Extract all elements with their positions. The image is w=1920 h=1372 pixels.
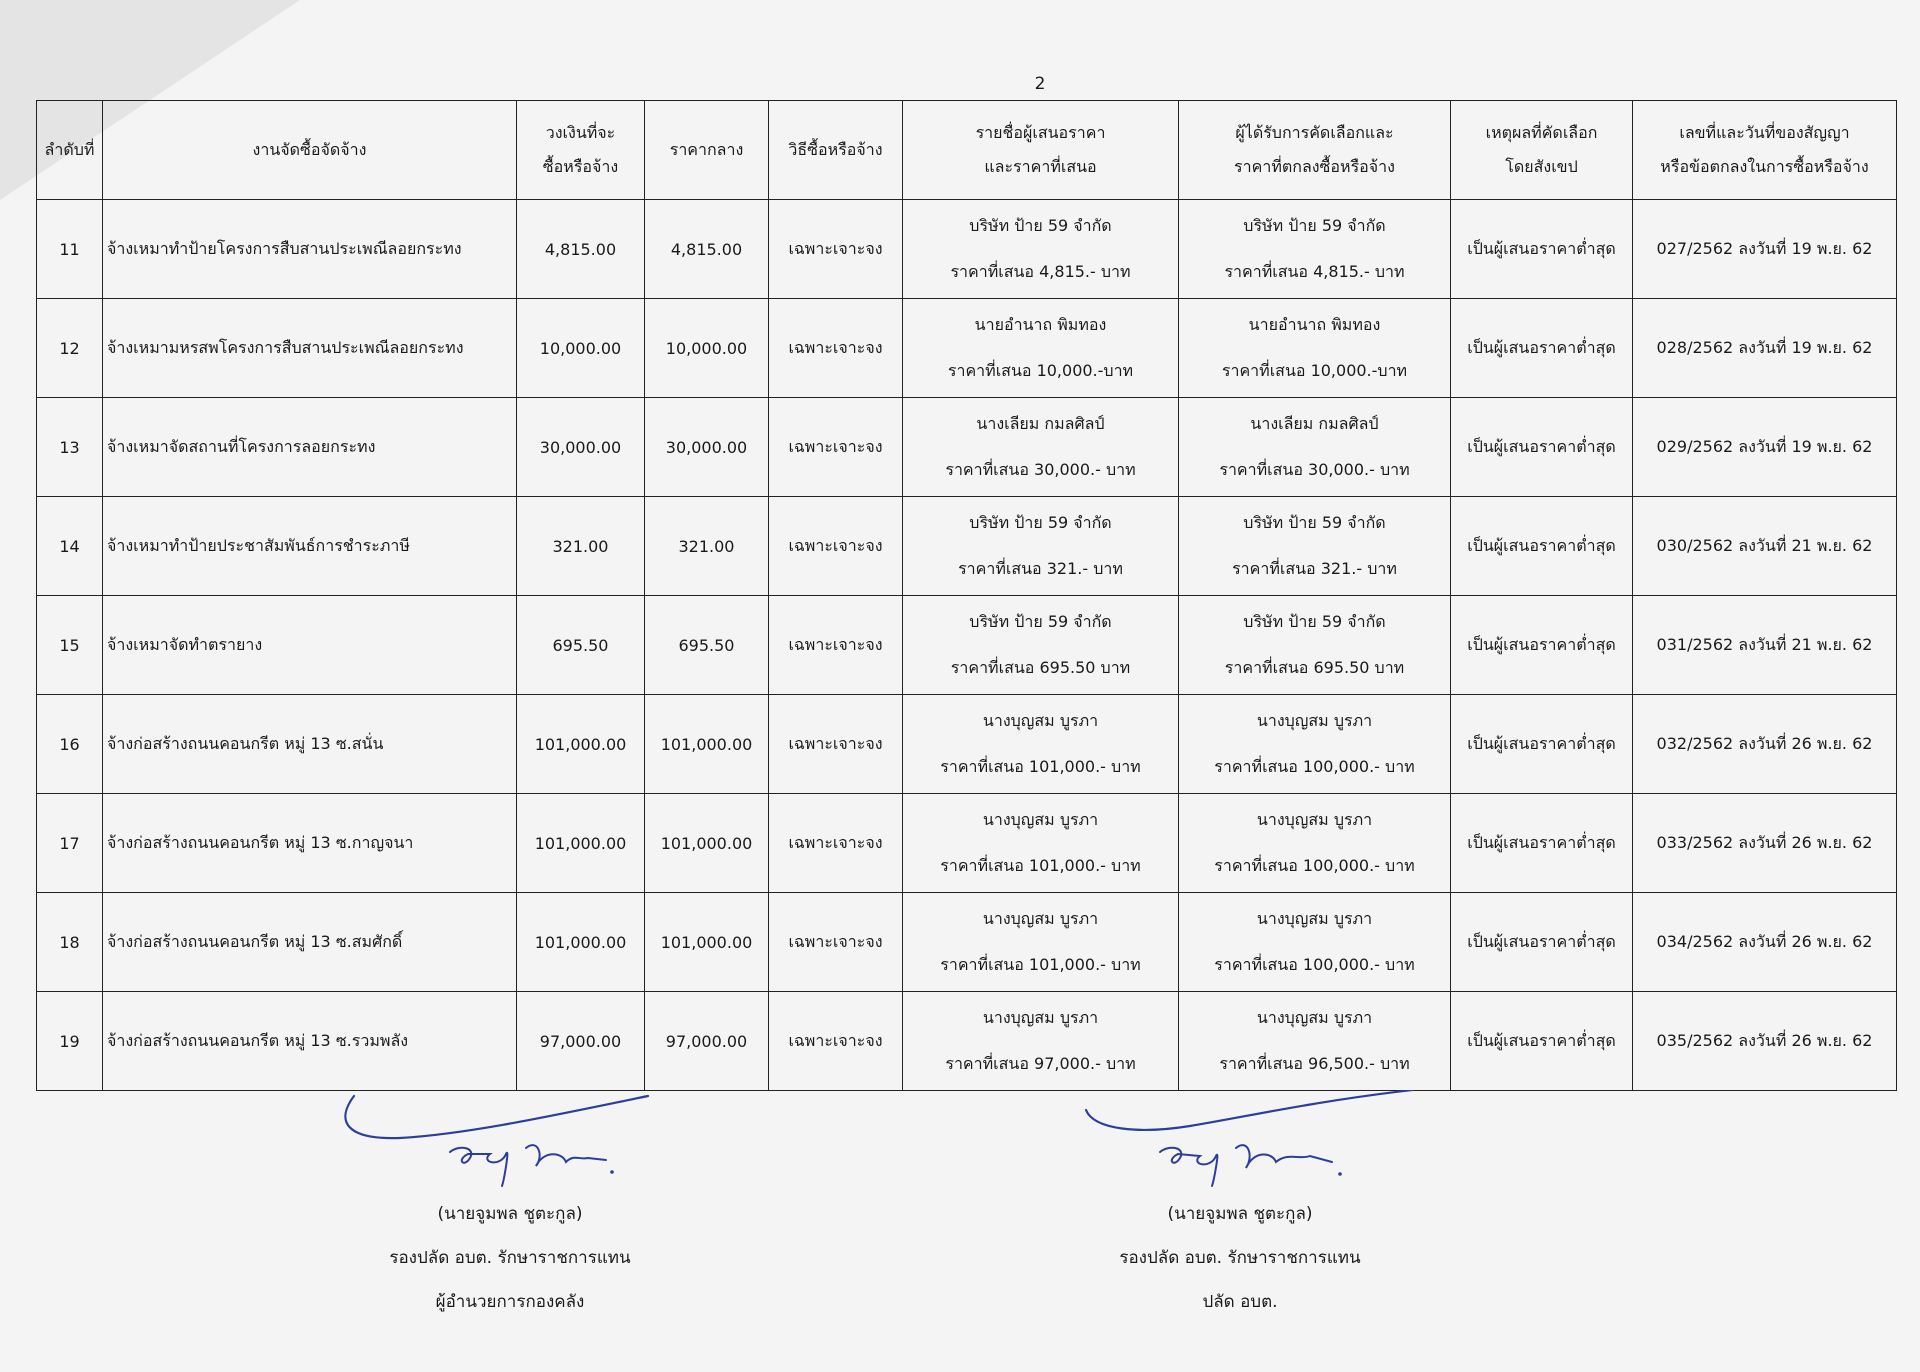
winner-name: บริษัท ป้าย 59 จำกัด (1243, 612, 1386, 631)
cell-method: เฉพาะเจาะจง (769, 695, 903, 794)
page-number: 2 (1034, 74, 1046, 94)
winner-name: นางบุญสม บูรภา (1256, 1008, 1373, 1027)
signature-area (0, 1090, 1920, 1360)
cell-bidder (903, 497, 1179, 596)
header-contract: เลขที่และวันที่ของสัญญา หรือข้อตกลงในการซื้อหรือจ้าง (1633, 101, 1897, 200)
cell-contract: 032/2562 ลงวันที่ 26 พ.ย. 62 (1633, 695, 1897, 794)
header-reason: เหตุผลที่คัดเลือก โดยสังเขป (1451, 101, 1633, 200)
procurement-table (36, 100, 1897, 1091)
cell-winner (1179, 794, 1451, 893)
bidder-name: นางเลียม กมลศิลป์ (976, 414, 1105, 433)
winner-price: ราคาที่เสนอ 321.- บาท (1232, 559, 1397, 578)
table-header-row (37, 101, 1897, 200)
cell-no: 19 (37, 992, 103, 1091)
cell-contract: 031/2562 ลงวันที่ 21 พ.ย. 62 (1633, 596, 1897, 695)
cell-no: 16 (37, 695, 103, 794)
header-task: งานจัดซื้อจัดจ้าง (103, 101, 517, 200)
table-row (37, 893, 1897, 992)
bidder-name: นางบุญสม บูรภา (982, 810, 1099, 829)
cell-winner (1179, 398, 1451, 497)
cell-median-price: 695.50 (645, 596, 769, 695)
cell-no: 14 (37, 497, 103, 596)
handwritten-signature-left (330, 1090, 690, 1192)
cell-budget: 97,000.00 (517, 992, 645, 1091)
cell-budget: 4,815.00 (517, 200, 645, 299)
winner-name: นางบุญสม บูรภา (1256, 810, 1373, 829)
cell-no: 17 (37, 794, 103, 893)
cell-budget: 101,000.00 (517, 794, 645, 893)
cell-budget: 30,000.00 (517, 398, 645, 497)
bidder-name: นายอำนาถ พิมทอง (974, 315, 1107, 334)
cell-task: จ้างก่อสร้างถนนคอนกรีต หมู่ 13 ซ.สนั่น (103, 695, 517, 794)
cell-task: จ้างเหมาจัดทำตรายาง (103, 596, 517, 695)
cell-contract: 029/2562 ลงวันที่ 19 พ.ย. 62 (1633, 398, 1897, 497)
cell-winner (1179, 596, 1451, 695)
cell-contract: 028/2562 ลงวันที่ 19 พ.ย. 62 (1633, 299, 1897, 398)
table-row (37, 398, 1897, 497)
table-row (37, 200, 1897, 299)
cell-reason: เป็นผู้เสนอราคาต่ำสุด (1451, 992, 1633, 1091)
cell-median-price: 101,000.00 (645, 893, 769, 992)
cell-reason: เป็นผู้เสนอราคาต่ำสุด (1451, 596, 1633, 695)
bidder-name: นางบุญสม บูรภา (982, 1008, 1099, 1027)
cell-median-price: 97,000.00 (645, 992, 769, 1091)
table-row (37, 299, 1897, 398)
signature-block-right (1060, 1090, 1420, 1324)
cell-contract: 034/2562 ลงวันที่ 26 พ.ย. 62 (1633, 893, 1897, 992)
bidder-name: บริษัท ป้าย 59 จำกัด (969, 513, 1112, 532)
signer-position: รองปลัด อบต. รักษาราชการแทน (389, 1248, 631, 1268)
bid-price: ราคาที่เสนอ 321.- บาท (958, 559, 1123, 578)
cell-winner (1179, 497, 1451, 596)
cell-contract: 030/2562 ลงวันที่ 21 พ.ย. 62 (1633, 497, 1897, 596)
cell-winner (1179, 893, 1451, 992)
cell-method: เฉพาะเจาะจง (769, 398, 903, 497)
cell-no: 15 (37, 596, 103, 695)
cell-winner (1179, 200, 1451, 299)
winner-name: นางเลียม กมลศิลป์ (1250, 414, 1379, 433)
cell-winner (1179, 992, 1451, 1091)
cell-bidder (903, 398, 1179, 497)
header-median-price: ราคากลาง (645, 101, 769, 200)
bid-price: ราคาที่เสนอ 101,000.- บาท (940, 955, 1141, 974)
cell-budget: 101,000.00 (517, 695, 645, 794)
bid-price: ราคาที่เสนอ 101,000.- บาท (940, 757, 1141, 776)
cell-budget: 321.00 (517, 497, 645, 596)
table-row (37, 596, 1897, 695)
signer-name: (นายจูมพล ชูตะกูล) (1167, 1204, 1313, 1224)
bid-price: ราคาที่เสนอ 4,815.- บาท (950, 262, 1131, 281)
signer-position: รองปลัด อบต. รักษาราชการแทน (1119, 1248, 1361, 1268)
winner-name: นางบุญสม บูรภา (1256, 909, 1373, 928)
cell-bidder (903, 992, 1179, 1091)
cell-median-price: 101,000.00 (645, 794, 769, 893)
cell-budget: 695.50 (517, 596, 645, 695)
table-row (37, 992, 1897, 1091)
cell-reason: เป็นผู้เสนอราคาต่ำสุด (1451, 695, 1633, 794)
table-row (37, 497, 1897, 596)
handwritten-signature-right (1060, 1090, 1420, 1192)
cell-bidder (903, 200, 1179, 299)
bid-price: ราคาที่เสนอ 10,000.-บาท (947, 361, 1134, 380)
bid-price: ราคาที่เสนอ 101,000.- บาท (940, 856, 1141, 875)
cell-median-price: 4,815.00 (645, 200, 769, 299)
cell-reason: เป็นผู้เสนอราคาต่ำสุด (1451, 497, 1633, 596)
cell-task: จ้างเหมาทำป้ายประชาสัมพันธ์การชำระภาษี (103, 497, 517, 596)
cell-method: เฉพาะเจาะจง (769, 596, 903, 695)
cell-budget: 101,000.00 (517, 893, 645, 992)
cell-bidder (903, 893, 1179, 992)
signature-block-left (330, 1090, 690, 1324)
cell-no: 18 (37, 893, 103, 992)
signer-name: (นายจูมพล ชูตะกูล) (437, 1204, 583, 1224)
bidder-name: บริษัท ป้าย 59 จำกัด (969, 216, 1112, 235)
cell-contract: 027/2562 ลงวันที่ 19 พ.ย. 62 (1633, 200, 1897, 299)
cell-budget: 10,000.00 (517, 299, 645, 398)
cell-winner (1179, 695, 1451, 794)
cell-no: 13 (37, 398, 103, 497)
cell-method: เฉพาะเจาะจง (769, 497, 903, 596)
winner-name: นางบุญสม บูรภา (1256, 711, 1373, 730)
cell-method: เฉพาะเจาะจง (769, 299, 903, 398)
cell-reason: เป็นผู้เสนอราคาต่ำสุด (1451, 794, 1633, 893)
bid-price: ราคาที่เสนอ 30,000.- บาท (945, 460, 1136, 479)
cell-task: จ้างเหมามหรสพโครงการสืบสานประเพณีลอยกระทง (103, 299, 517, 398)
signer-role: ปลัด อบต. (1202, 1292, 1278, 1312)
bidder-name: นางบุญสม บูรภา (982, 909, 1099, 928)
winner-price: ราคาที่เสนอ 100,000.- บาท (1214, 757, 1415, 776)
cell-reason: เป็นผู้เสนอราคาต่ำสุด (1451, 200, 1633, 299)
winner-price: ราคาที่เสนอ 695.50 บาท (1224, 658, 1405, 677)
cell-bidder (903, 695, 1179, 794)
header-no: ลำดับที่ (37, 101, 103, 200)
cell-median-price: 10,000.00 (645, 299, 769, 398)
header-budget: วงเงินที่จะ ซื้อหรือจ้าง (517, 101, 645, 200)
header-method: วิธีซื้อหรือจ้าง (769, 101, 903, 200)
winner-price: ราคาที่เสนอ 30,000.- บาท (1219, 460, 1410, 479)
cell-method: เฉพาะเจาะจง (769, 794, 903, 893)
cell-method: เฉพาะเจาะจง (769, 992, 903, 1091)
table-row (37, 794, 1897, 893)
signer-role: ผู้อำนวยการกองคลัง (435, 1292, 585, 1312)
cell-contract: 033/2562 ลงวันที่ 26 พ.ย. 62 (1633, 794, 1897, 893)
winner-name: นายอำนาถ พิมทอง (1248, 315, 1381, 334)
winner-price: ราคาที่เสนอ 96,500.- บาท (1219, 1054, 1410, 1073)
bid-price: ราคาที่เสนอ 695.50 บาท (950, 658, 1131, 677)
cell-task: จ้างก่อสร้างถนนคอนกรีต หมู่ 13 ซ.กาญจนา (103, 794, 517, 893)
winner-price: ราคาที่เสนอ 100,000.- บาท (1214, 856, 1415, 875)
winner-name: บริษัท ป้าย 59 จำกัด (1243, 513, 1386, 532)
header-winner: ผู้ได้รับการคัดเลือกและ ราคาที่ตกลงซื้อหรือจ้าง (1179, 101, 1451, 200)
cell-bidder (903, 596, 1179, 695)
cell-bidder (903, 794, 1179, 893)
cell-median-price: 30,000.00 (645, 398, 769, 497)
cell-reason: เป็นผู้เสนอราคาต่ำสุด (1451, 398, 1633, 497)
cell-task: จ้างเหมาจัดสถานที่โครงการลอยกระทง (103, 398, 517, 497)
cell-task: จ้างก่อสร้างถนนคอนกรีต หมู่ 13 ซ.สมศักดิ์ (103, 893, 517, 992)
cell-median-price: 321.00 (645, 497, 769, 596)
cell-task: จ้างก่อสร้างถนนคอนกรีต หมู่ 13 ซ.รวมพลัง (103, 992, 517, 1091)
bidder-name: นางบุญสม บูรภา (982, 711, 1099, 730)
cell-no: 12 (37, 299, 103, 398)
winner-price: ราคาที่เสนอ 4,815.- บาท (1224, 262, 1405, 281)
cell-median-price: 101,000.00 (645, 695, 769, 794)
cell-winner (1179, 299, 1451, 398)
cell-contract: 035/2562 ลงวันที่ 26 พ.ย. 62 (1633, 992, 1897, 1091)
winner-price: ราคาที่เสนอ 100,000.- บาท (1214, 955, 1415, 974)
cell-task: จ้างเหมาทำป้ายโครงการสืบสานประเพณีลอยกระทง (103, 200, 517, 299)
table-row (37, 695, 1897, 794)
cell-no: 11 (37, 200, 103, 299)
header-bidders: รายชื่อผู้เสนอราคา และราคาที่เสนอ (903, 101, 1179, 200)
winner-name: บริษัท ป้าย 59 จำกัด (1243, 216, 1386, 235)
cell-bidder (903, 299, 1179, 398)
bid-price: ราคาที่เสนอ 97,000.- บาท (945, 1054, 1136, 1073)
cell-method: เฉพาะเจาะจง (769, 200, 903, 299)
cell-method: เฉพาะเจาะจง (769, 893, 903, 992)
cell-reason: เป็นผู้เสนอราคาต่ำสุด (1451, 299, 1633, 398)
bidder-name: บริษัท ป้าย 59 จำกัด (969, 612, 1112, 631)
cell-reason: เป็นผู้เสนอราคาต่ำสุด (1451, 893, 1633, 992)
winner-price: ราคาที่เสนอ 10,000.-บาท (1221, 361, 1408, 380)
